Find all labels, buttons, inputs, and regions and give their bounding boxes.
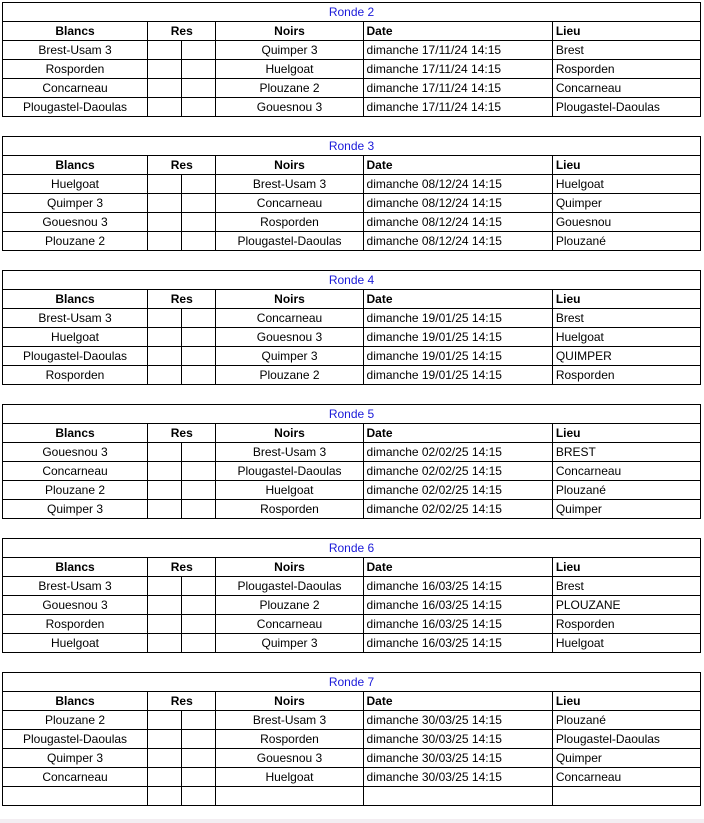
ronde-table [2,538,701,653]
cell-noirs [216,787,363,806]
cell-blancs: Huelgoat [3,634,148,653]
header-res: Res [148,424,216,443]
cell-noirs: Rosporden [216,730,363,749]
cell-lieu: Gouesnou [552,213,700,232]
cell-res-white [148,768,182,787]
header-noirs: Noirs [216,22,363,41]
cell-res-black [182,60,216,79]
cell-lieu: Brest [552,41,700,60]
cell-blancs: Concarneau [3,79,148,98]
table-row [3,41,701,60]
cell-res-black [182,347,216,366]
cell-lieu: Huelgoat [552,328,700,347]
table-row [3,768,701,787]
cell-res-black [182,481,216,500]
header-row [3,558,701,577]
cell-blancs: Rosporden [3,60,148,79]
cell-blancs: Brest-Usam 3 [3,309,148,328]
cell-lieu: Huelgoat [552,175,700,194]
ronde-table [2,2,701,117]
cell-noirs: Rosporden [216,213,363,232]
ronde-title-row [3,3,701,22]
header-blancs: Blancs [3,558,148,577]
cell-res-black [182,615,216,634]
cell-noirs: Concarneau [216,615,363,634]
cell-res-white [148,787,182,806]
cell-date: dimanche 30/03/25 14:15 [363,768,552,787]
cell-noirs: Plouzane 2 [216,596,363,615]
cell-lieu: Rosporden [552,366,700,385]
cell-res-black [182,194,216,213]
table-row [3,347,701,366]
cell-noirs: Gouesnou 3 [216,98,363,117]
header-row [3,692,701,711]
cell-blancs: Plougastel-Daoulas [3,98,148,117]
cell-date: dimanche 16/03/25 14:15 [363,577,552,596]
cell-date: dimanche 08/12/24 14:15 [363,213,552,232]
cell-blancs: Rosporden [3,615,148,634]
cell-lieu: Brest [552,577,700,596]
table-row [3,175,701,194]
cell-noirs: Huelgoat [216,481,363,500]
ronde-table [2,404,701,519]
cell-blancs: Gouesnou 3 [3,213,148,232]
cell-res-black [182,309,216,328]
cell-res-white [148,328,182,347]
cell-date: dimanche 19/01/25 14:15 [363,309,552,328]
table-row [3,60,701,79]
header-res: Res [148,22,216,41]
header-res: Res [148,558,216,577]
table-row [3,328,701,347]
ronde-block [2,404,701,519]
cell-lieu: Quimper [552,500,700,519]
cell-lieu: Brest [552,309,700,328]
cell-res-black [182,577,216,596]
cell-res-white [148,634,182,653]
table-row [3,577,701,596]
table-row [3,462,701,481]
cell-noirs: Quimper 3 [216,347,363,366]
cell-res-white [148,175,182,194]
cell-res-white [148,347,182,366]
cell-res-white [148,443,182,462]
header-res: Res [148,692,216,711]
table-row [3,366,701,385]
cell-blancs: Plougastel-Daoulas [3,730,148,749]
ronde-title-row [3,539,701,558]
cell-res-white [148,194,182,213]
header-row [3,22,701,41]
ronde-block [2,538,701,653]
cell-noirs: Plougastel-Daoulas [216,577,363,596]
cell-date: dimanche 02/02/25 14:15 [363,462,552,481]
header-row [3,156,701,175]
cell-blancs: Gouesnou 3 [3,443,148,462]
cell-blancs: Brest-Usam 3 [3,577,148,596]
table-row [3,500,701,519]
cell-date: dimanche 16/03/25 14:15 [363,596,552,615]
cell-noirs: Huelgoat [216,60,363,79]
cell-blancs: Quimper 3 [3,500,148,519]
ronde-title: Ronde 7 [3,673,701,692]
ronde-table [2,270,701,385]
table-row [3,481,701,500]
ronde-title: Ronde 3 [3,137,701,156]
header-date: Date [363,424,552,443]
header-noirs: Noirs [216,558,363,577]
cell-date: dimanche 19/01/25 14:15 [363,328,552,347]
header-blancs: Blancs [3,156,148,175]
cell-lieu: Plouzané [552,711,700,730]
cell-noirs: Plougastel-Daoulas [216,232,363,251]
cell-blancs: Brest-Usam 3 [3,41,148,60]
cell-noirs: Plouzane 2 [216,79,363,98]
cell-blancs: Plouzane 2 [3,481,148,500]
cell-date: dimanche 02/02/25 14:15 [363,443,552,462]
cell-date: dimanche 17/11/24 14:15 [363,41,552,60]
cell-res-white [148,79,182,98]
cell-res-white [148,309,182,328]
cell-lieu: Concarneau [552,79,700,98]
cell-res-white [148,749,182,768]
cell-res-white [148,730,182,749]
header-lieu: Lieu [552,290,700,309]
table-row [3,787,701,806]
cell-noirs: Gouesnou 3 [216,328,363,347]
cell-res-white [148,98,182,117]
cell-res-black [182,213,216,232]
cell-date: dimanche 17/11/24 14:15 [363,60,552,79]
cell-date: dimanche 19/01/25 14:15 [363,366,552,385]
cell-blancs: Gouesnou 3 [3,596,148,615]
header-lieu: Lieu [552,558,700,577]
cell-res-black [182,749,216,768]
ronde-block [2,2,701,117]
ronde-title: Ronde 2 [3,3,701,22]
header-blancs: Blancs [3,22,148,41]
table-row [3,213,701,232]
cell-res-white [148,213,182,232]
header-noirs: Noirs [216,692,363,711]
cell-date: dimanche 02/02/25 14:15 [363,481,552,500]
cell-lieu: Concarneau [552,768,700,787]
cell-date: dimanche 30/03/25 14:15 [363,711,552,730]
cell-blancs: Plouzane 2 [3,232,148,251]
cell-lieu: Concarneau [552,462,700,481]
cell-res-white [148,462,182,481]
ronde-title-row [3,673,701,692]
cell-noirs: Quimper 3 [216,41,363,60]
header-noirs: Noirs [216,290,363,309]
cell-res-white [148,41,182,60]
cell-res-black [182,98,216,117]
rondes-schedule [2,2,701,806]
cell-date: dimanche 08/12/24 14:15 [363,175,552,194]
cell-blancs: Quimper 3 [3,749,148,768]
bottom-strip [0,819,704,823]
table-row [3,232,701,251]
cell-res-white [148,232,182,251]
cell-blancs: Plougastel-Daoulas [3,347,148,366]
cell-res-black [182,443,216,462]
ronde-title: Ronde 6 [3,539,701,558]
header-lieu: Lieu [552,424,700,443]
cell-res-white [148,500,182,519]
cell-noirs: Brest-Usam 3 [216,175,363,194]
cell-res-black [182,500,216,519]
cell-lieu: Plouzané [552,481,700,500]
cell-date: dimanche 16/03/25 14:15 [363,634,552,653]
table-row [3,749,701,768]
cell-res-black [182,711,216,730]
cell-res-black [182,462,216,481]
header-res: Res [148,156,216,175]
cell-date: dimanche 17/11/24 14:15 [363,98,552,117]
ronde-table [2,136,701,251]
ronde-title: Ronde 4 [3,271,701,290]
header-date: Date [363,290,552,309]
cell-noirs: Huelgoat [216,768,363,787]
cell-res-black [182,768,216,787]
header-blancs: Blancs [3,692,148,711]
ronde-title-row [3,137,701,156]
cell-blancs: Concarneau [3,462,148,481]
ronde-title-row [3,271,701,290]
cell-date: dimanche 02/02/25 14:15 [363,500,552,519]
cell-date: dimanche 08/12/24 14:15 [363,232,552,251]
cell-blancs: Concarneau [3,768,148,787]
table-row [3,98,701,117]
table-row [3,79,701,98]
table-row [3,711,701,730]
cell-lieu: Rosporden [552,615,700,634]
cell-res-white [148,481,182,500]
header-lieu: Lieu [552,156,700,175]
header-date: Date [363,22,552,41]
cell-date [363,787,552,806]
cell-res-black [182,787,216,806]
header-date: Date [363,558,552,577]
cell-lieu: Rosporden [552,60,700,79]
cell-noirs: Brest-Usam 3 [216,711,363,730]
table-row [3,309,701,328]
cell-date: dimanche 30/03/25 14:15 [363,730,552,749]
cell-date: dimanche 16/03/25 14:15 [363,615,552,634]
ronde-table [2,672,701,806]
cell-noirs: Plougastel-Daoulas [216,462,363,481]
cell-res-black [182,232,216,251]
cell-res-white [148,615,182,634]
cell-noirs: Gouesnou 3 [216,749,363,768]
cell-res-black [182,41,216,60]
cell-res-black [182,596,216,615]
cell-noirs: Brest-Usam 3 [216,443,363,462]
ronde-block [2,136,701,251]
cell-res-black [182,175,216,194]
cell-lieu: Quimper [552,194,700,213]
cell-noirs: Concarneau [216,194,363,213]
cell-res-white [148,711,182,730]
cell-lieu: BREST [552,443,700,462]
cell-res-black [182,328,216,347]
cell-blancs: Quimper 3 [3,194,148,213]
cell-date: dimanche 08/12/24 14:15 [363,194,552,213]
ronde-title-row [3,405,701,424]
cell-res-white [148,596,182,615]
cell-lieu: Huelgoat [552,634,700,653]
cell-blancs: Huelgoat [3,175,148,194]
cell-date: dimanche 30/03/25 14:15 [363,749,552,768]
cell-res-white [148,577,182,596]
cell-lieu: Quimper [552,749,700,768]
table-row [3,634,701,653]
header-date: Date [363,156,552,175]
table-row [3,596,701,615]
cell-noirs: Plouzane 2 [216,366,363,385]
cell-date: dimanche 19/01/25 14:15 [363,347,552,366]
header-row [3,290,701,309]
cell-noirs: Concarneau [216,309,363,328]
header-noirs: Noirs [216,156,363,175]
header-date: Date [363,692,552,711]
header-lieu: Lieu [552,692,700,711]
ronde-block [2,672,701,806]
header-blancs: Blancs [3,424,148,443]
cell-blancs [3,787,148,806]
cell-date: dimanche 17/11/24 14:15 [363,79,552,98]
cell-noirs: Rosporden [216,500,363,519]
table-row [3,730,701,749]
header-res: Res [148,290,216,309]
header-blancs: Blancs [3,290,148,309]
cell-res-black [182,366,216,385]
cell-lieu: PLOUZANE [552,596,700,615]
cell-lieu: Plougastel-Daoulas [552,730,700,749]
cell-res-black [182,79,216,98]
cell-blancs: Rosporden [3,366,148,385]
cell-lieu [552,787,700,806]
cell-res-white [148,60,182,79]
header-noirs: Noirs [216,424,363,443]
table-row [3,443,701,462]
cell-lieu: Plouzané [552,232,700,251]
table-row [3,194,701,213]
header-lieu: Lieu [552,22,700,41]
cell-res-white [148,366,182,385]
cell-lieu: QUIMPER [552,347,700,366]
cell-lieu: Plougastel-Daoulas [552,98,700,117]
cell-blancs: Plouzane 2 [3,711,148,730]
cell-res-black [182,634,216,653]
cell-res-black [182,730,216,749]
header-row [3,424,701,443]
cell-noirs: Quimper 3 [216,634,363,653]
ronde-title: Ronde 5 [3,405,701,424]
ronde-block [2,270,701,385]
table-row [3,615,701,634]
cell-blancs: Huelgoat [3,328,148,347]
